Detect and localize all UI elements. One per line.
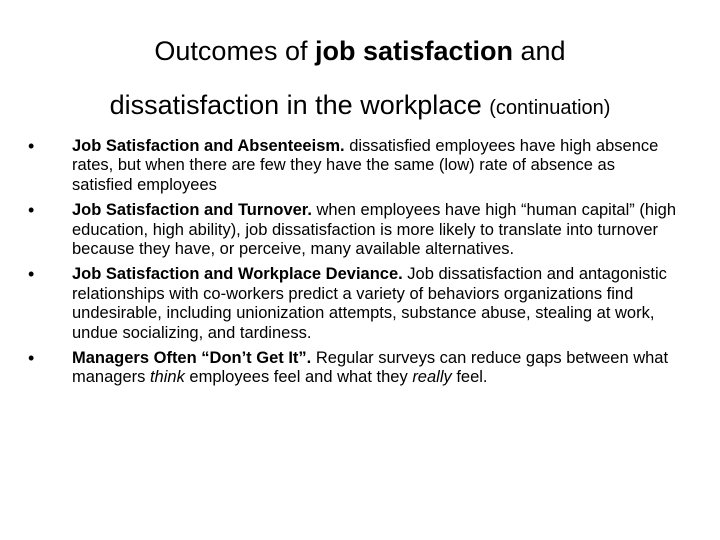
title-line2: dissatisfaction in the workplace — [109, 90, 490, 120]
bullet-lead: Job Satisfaction and Absenteeism. — [72, 137, 345, 155]
slide-title — [30, 24, 690, 135]
bullet-lead: Managers Often “Don’t Get It”. — [72, 349, 312, 368]
bullet-text: employees feel and what they — [184, 368, 413, 387]
bullet-list — [28, 137, 678, 394]
bullet-managers — [28, 349, 678, 388]
bullet-marker: • — [28, 264, 35, 285]
title-part1: Outcomes of — [154, 36, 315, 66]
bullet-lead: Job Satisfaction and Turnover. — [72, 201, 312, 220]
title-emphasis: job satisfaction — [314, 36, 514, 66]
bullet-italic-think: think — [149, 368, 185, 387]
bullet-text: Job dissatisfaction and antagonistic relationships with co-workers predict a variety of behaviors organizations find undesirable, including unionization attempts, substance abuse, stealing at work, undue socializing, and tardiness. — [72, 265, 667, 342]
bullet-lead: Job Satisfaction and Workplace Deviance. — [72, 265, 403, 284]
bullet-deviance — [28, 265, 678, 343]
bullet-text: Regular surveys can reduce gaps between what managers — [72, 349, 669, 387]
bullet-text: when employees have high “human capital” (high education, high ability), job dissatisfaction is more likely to translate into turnover because they have, or perceive, many available alternatives. — [72, 201, 677, 259]
bullet-absenteeism — [28, 137, 678, 195]
bullet-italic-really: really — [412, 368, 452, 387]
bullet-marker: • — [28, 136, 35, 156]
bullet-marker: • — [28, 200, 35, 221]
title-part3: and — [513, 36, 566, 66]
bullet-text: feel. — [451, 368, 488, 387]
bullet-marker: • — [28, 348, 35, 369]
title-suffix: (continuation) — [489, 97, 611, 119]
bullet-text: dissatisfied employees have high absence rates, but when there are few they have the same (low) rate of absence as satisfied employees — [72, 137, 659, 194]
bullet-turnover — [28, 201, 678, 259]
